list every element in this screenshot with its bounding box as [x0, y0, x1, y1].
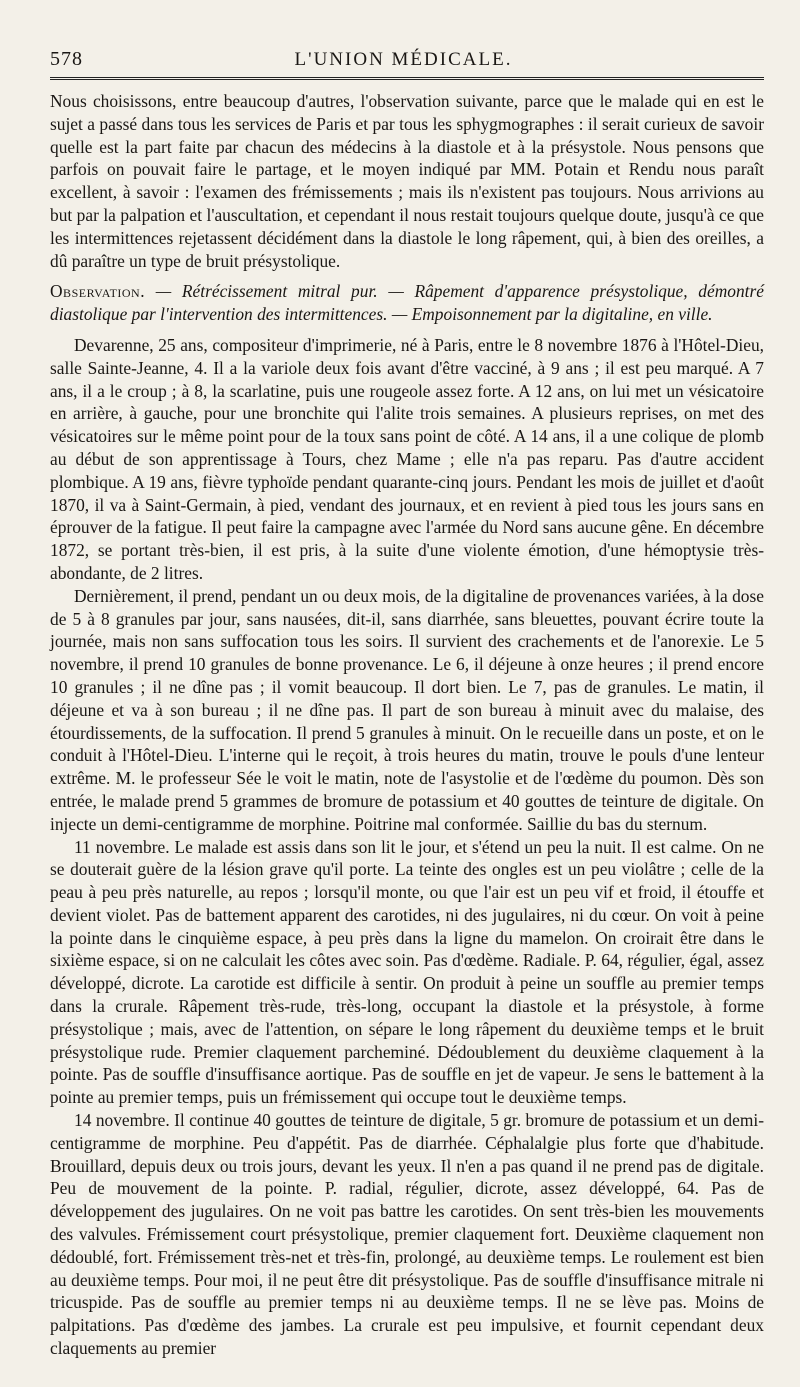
page-number: 578 — [50, 48, 83, 70]
recent-events-paragraph: Dernièrement, il prend, pendant un ou deux mois, de la digitaline de provenances variées, à la dose de 5 à 8 granules par jour, sans nausées, dit-il, sans diarrhée, sans bleuettes, pouvant écrire toute la journée, mais non sans suffocation tous les soirs. Il survient des crachements et de l'anorexie. Le 5 novembre, il prend 10 granules de bonne provenance. Le 6, il déjeune à onze heures ; il prend encore 10 granules ; il ne dîne pas ; il vomit beaucoup. Il dort bien. Le 7, pas de granules. Le matin, il déjeune et va à son bureau ; il ne dîne pas. Il part de son bureau à minuit avec du malaise, des étourdissements, de la suffocation. Il prend 5 granules à minuit. On le recueille dans un poste, et on le conduit à l'Hôtel-Dieu. L'interne qui le reçoit, à trois heures du matin, trouve le pouls d'une lenteur extrême. M. le professeur Sée le voit le matin, note de l'asystolie et de l'œdème du poumon. Dès son entrée, le malade prend 5 grammes de bromure de potassium et 40 gouttes de teinture de digitale. On injecte un demi-centigramme de morphine. Poitrine mal conformée. Saillie du bas du sternum. — [50, 585, 764, 834]
page — [50, 48, 764, 1360]
intro-paragraph: Nous choisissons, entre beaucoup d'autres, l'observation suivante, parce que le malade qui en est le sujet a passé dans tous les services de Paris et par tous les sphygmographes : il serait curieux de savoir quelle est la part faite par chacun des médecins à la diastole et à la présystole. Nous pensons que parfois on pouvait faire le partage, et le moyen indiqué par MM. Potain et Rendu nous paraît excellent, à savoir : l'examen des frémissements ; mais ils n'existent pas toujours. Nous arrivions au but par la palpation et l'auscultation, et cependant il nous restait toujours quelque doute, jusqu'à ce que les intermittences rejetassent décidément dans la diastole le long râpement, qui, à bien des oreilles, a dû paraître un type de bruit présystolique. — [50, 91, 764, 271]
case-history-paragraph: Devarenne, 25 ans, compositeur d'imprimerie, né à Paris, entre le 8 novembre 1876 à l'Hôtel-Dieu, salle Sainte-Jeanne, 4. Il a la variole deux fois avant d'être vacciné, à 9 ans ; il est peu marqué. A 7 ans, il a le croup ; à 8, la scarlatine, puis une rougeole assez forte. A 12 ans, on lui met un vésicatoire en arrière, à gauche, pour une bronchite qui l'alite trois semaines. A plusieurs reprises, on met des vésicatoires sur le même point pour de la toux sans point de côté. A 14 ans, il a une colique de plomb au début de son apprentissage à Tours, chez Mame ; elle n'a pas reparu. Pas d'autre accident plombique. A 19 ans, fièvre typhoïde pendant quarante-cinq jours. Pendant les mois de juillet et d'août 1870, il va à Saint-Germain, à pied, vendant des journaux, et en revient à pied tous les jours sans en éprouver de la fatigue. Il peut faire la campagne avec l'armée du Nord sans aucune gêne. En décembre 1872, se portant très-bien, il est pris, à la suite d'une violente émotion, d'une hémoptysie très-abondante, de 2 litres. — [50, 334, 764, 583]
observation-label: Observation. — [50, 281, 146, 302]
article-body — [50, 90, 764, 1360]
journal-title: L'UNION MÉDICALE. — [294, 49, 513, 70]
observation-heading — [50, 280, 764, 326]
nov-11-paragraph: 11 novembre. Le malade est assis dans son lit le jour, et s'étend un peu la nuit. Il est calme. On ne se douterait guère de la lésion grave qu'il porte. La teinte des ongles est un peu violâtre ; celle de la peau à peu près naturelle, au repos ; lorsqu'il monte, ou que l'air est un peu vif et froid, il étouffe et devient violet. Pas de battement apparent des carotides, ni des jugulaires, ni du cœur. On voit à peine la pointe dans le cinquième espace, à peu près dans la ligne du mamelon. On croirait être dans le sixième espace, si on ne calculait les côtes avec soin. Pas d'œdème. Radiale. P. 64, régulier, égal, assez développé, dicrote. La carotide est difficile à sentir. On produit à peine un souffle au premier temps dans la crurale. Râpement très-rude, très-long, occupant la diastole et la présystole, à forme présystolique ; mais, avec de l'attention, on sépare le long râpement du deuxième temps et le bruit présystolique rude. Premier claquement parcheminé. Dédoublement du deuxième claquement à la pointe. Pas de souffle d'insuffisance aortique. Pas de souffle en jet de vapeur. Je sens le battement à la pointe au premier temps, puis un frémissement qui occupe tout le deuxième temps. — [50, 836, 764, 1108]
running-header — [50, 48, 764, 80]
nov-14-paragraph: 14 novembre. Il continue 40 gouttes de teinture de digitale, 5 gr. bromure de potassium et un demi-centigramme de morphine. Peu d'appétit. Pas de diarrhée. Céphalalgie plus forte que d'habitude. Brouillard, depuis deux ou trois jours, devant les yeux. Il n'en a pas quand il ne prend pas de digitale. Peu de mouvement de la pointe. P. radial, régulier, dicrote, assez développé, 64. Pas de développement des jugulaires. On ne voit pas battre les carotides. On sent très-bien les mouvements des valvules. Frémissement court présystolique, premier claquement fort. Deuxième claquement non dédoublé, fort. Frémissement très-net et très-fin, prolongé, au deuxième temps. Le roulement est bien au deuxième temps. Pour moi, il ne peut être dit présystolique. Pas de souffle d'insuffisance mitrale ni tricuspide. Pas de souffle au premier temps ni au deuxième temps. Il ne se lève pas. Moins de palpitations. Pas d'œdème des jambes. La crurale est peu impulsive, et fournit cependant deux claquements au premier — [50, 1110, 764, 1359]
observation-title: — Rétrécissement mitral pur. — Râpement d'apparence présystolique, démontré diastolique par l'intervention des intermittences. — Empoisonnement par la digitaline, en ville. — [50, 281, 764, 325]
